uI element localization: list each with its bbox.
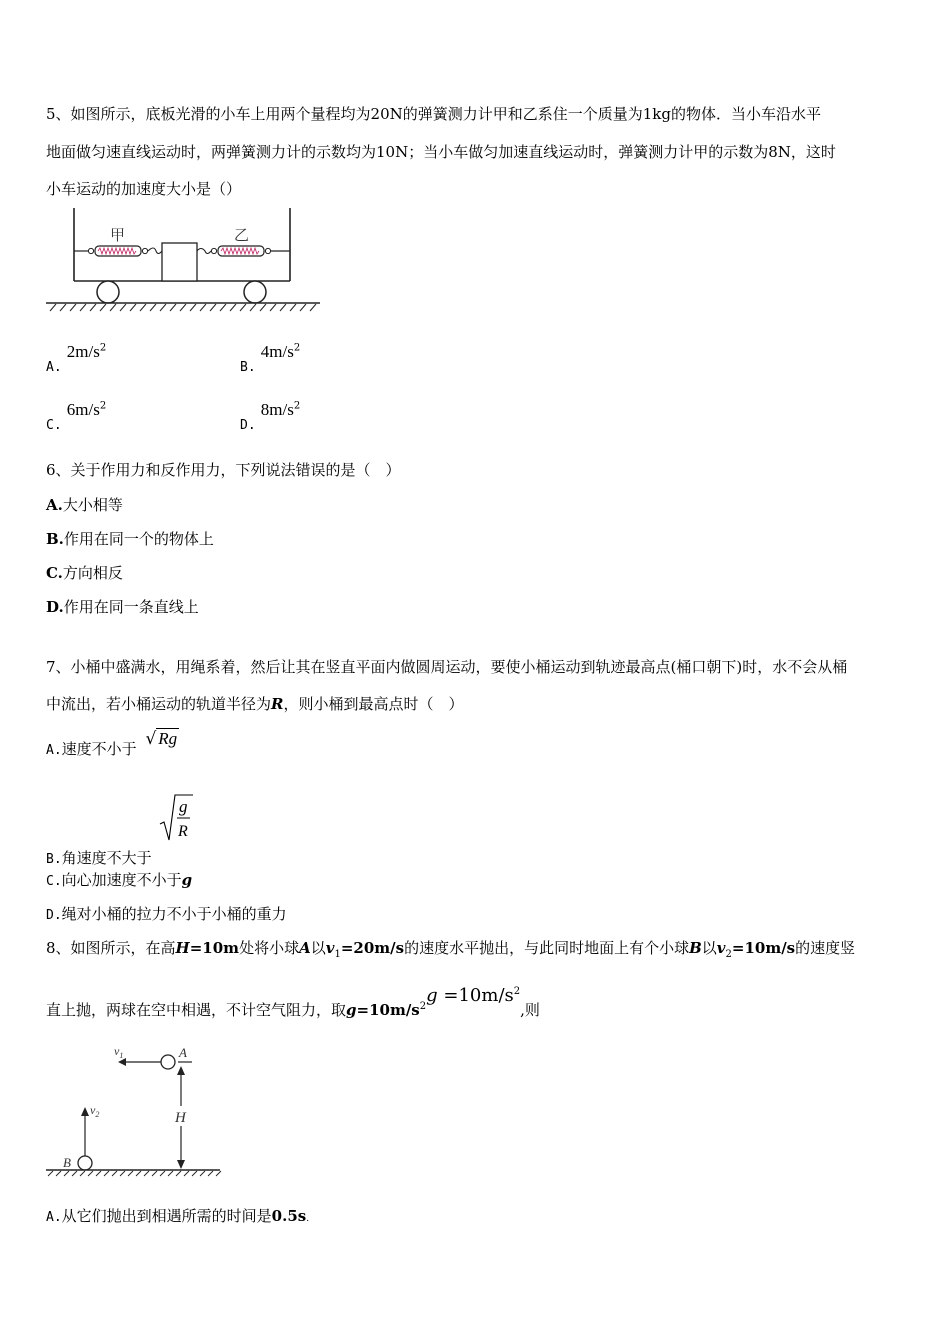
option-exponent: 2 [293, 342, 301, 354]
option-label: B. [46, 530, 64, 548]
option-text: 角速度不大于 [61, 849, 152, 867]
option-text: 作用在同一条直线上 [63, 598, 199, 616]
ball-b [78, 1156, 92, 1170]
arrow-down-icon [177, 1160, 185, 1169]
label-jia: 甲 [110, 228, 126, 244]
q7-option-c[interactable] [46, 869, 192, 890]
option-text: 从它们抛出到相遇所需的时间是 [61, 1207, 272, 1225]
option-label: A. [46, 360, 62, 375]
option-value: 2m/s [66, 342, 100, 361]
option-label: A. [46, 743, 62, 758]
ball-a [161, 1055, 175, 1069]
q6-option-c[interactable] [46, 562, 123, 583]
option-label: D. [46, 908, 62, 923]
q7-option-a[interactable] [46, 729, 179, 759]
cart-spring-figure [44, 205, 324, 315]
q7-option-d[interactable] [46, 903, 287, 924]
option-text: 方向相反 [62, 564, 123, 582]
q8-stem-line-1: 8、如图所示，在高H=10m处将小球A以$v_1=20m/s$的速度水平抛出，与此同时地面上有个小球B以$v_2=10m/s$的速度竖 [46, 939, 856, 960]
q6-option-b[interactable] [46, 528, 214, 549]
q7-stem-line-1: 7、小桶中盛满水，用绳系着，然后让其在竖直平面内做圆周运动，要使小桶运动到轨迹最高点(桶口朝下)时，水不会从桶 [46, 658, 848, 676]
mass-block [162, 243, 197, 281]
option-value: 6m/s [66, 400, 100, 419]
label-a: A [179, 1045, 187, 1060]
wheel-right [244, 281, 266, 303]
spring-scale-yi [197, 246, 290, 256]
q5-stem-line-1: 5、如图所示，底板光滑的小车上用两个量程均为20N的弹簧测力计甲和乙系住一个质量为1kg的物体．当小车沿水平 [46, 105, 821, 123]
option-text: 绳对小桶的拉力不小于小桶的重力 [61, 905, 287, 923]
q5-stem-line-2: 地面做匀速直线运动时，两弹簧测力计的示数均为10N；当小车做匀加速直线运动时，弹簧测力计甲的示数为8N，这时 [46, 143, 836, 161]
q8-option-a[interactable]: A.从它们抛出到相遇所需的时间是0.5s. [46, 1207, 310, 1225]
q8-stem-line-2: 直上抛，两球在空中相遇，不计空气阻力，取$g=10m/s2g =10m/s^2$,则 [46, 985, 540, 1019]
option-label: C. [46, 418, 62, 433]
option-exponent: 2 [99, 400, 107, 412]
option-exponent: 2 [99, 342, 107, 354]
svg-text:R: R [178, 823, 189, 840]
option-label: A. [46, 1210, 62, 1225]
arrow-up-icon [81, 1107, 89, 1116]
option-label: B. [240, 360, 256, 375]
projectile-figure [44, 1038, 226, 1180]
ground-hatch [48, 1171, 221, 1176]
option-text: 速度不小于 [61, 740, 137, 758]
option-label: D. [46, 598, 64, 616]
sqrt-rg: √ Rg [145, 729, 178, 749]
label-v2: $v_2$ [90, 1103, 100, 1119]
q5-option-c[interactable] [46, 400, 107, 433]
option-text: 向心加速度不小于 [61, 871, 182, 889]
spring-scale-jia [74, 246, 162, 256]
wheel-left [97, 281, 119, 303]
option-text: 作用在同一个的物体上 [63, 530, 214, 548]
option-label: B. [46, 852, 62, 867]
option-value: 4m/s [260, 342, 294, 361]
q5-option-b[interactable] [240, 342, 301, 375]
q5-option-a[interactable] [46, 342, 107, 375]
option-text: 大小相等 [62, 496, 123, 514]
svg-text:g: g [179, 797, 188, 816]
q5-option-d[interactable] [240, 400, 301, 433]
arrow-up-icon [177, 1066, 185, 1075]
sqrt-g-over-r [158, 792, 194, 844]
q7-stem-line-2: 中流出，若小桶运动的轨道半径为R，则小桶到最高点时（ ） [46, 695, 464, 713]
var-r: R [271, 695, 284, 713]
label-v1: $v_1$ [114, 1044, 124, 1060]
q6-stem: 6、关于作用力和反作用力，下列说法错误的是（ ） [46, 461, 401, 479]
option-label: C. [46, 564, 63, 582]
label-yi: 乙 [234, 228, 250, 244]
option-label: A. [46, 496, 63, 514]
q5-stem-line-3: 小车运动的加速度大小是（） [46, 180, 242, 198]
label-h: H [175, 1110, 186, 1126]
option-value: 8m/s [260, 400, 294, 419]
math-g-value: $g =10m/s^2$ [426, 985, 521, 1006]
option-label: D. [240, 418, 256, 433]
option-exponent: 2 [293, 400, 301, 412]
label-b: B [63, 1155, 71, 1170]
var-g: g [181, 871, 193, 889]
q7-option-b[interactable] [46, 786, 194, 867]
option-label: C. [46, 874, 62, 889]
q6-option-d[interactable] [46, 596, 199, 617]
ground-hatch [50, 304, 316, 311]
option-value: 0.5s [271, 1207, 307, 1225]
q6-option-a[interactable] [46, 494, 123, 515]
